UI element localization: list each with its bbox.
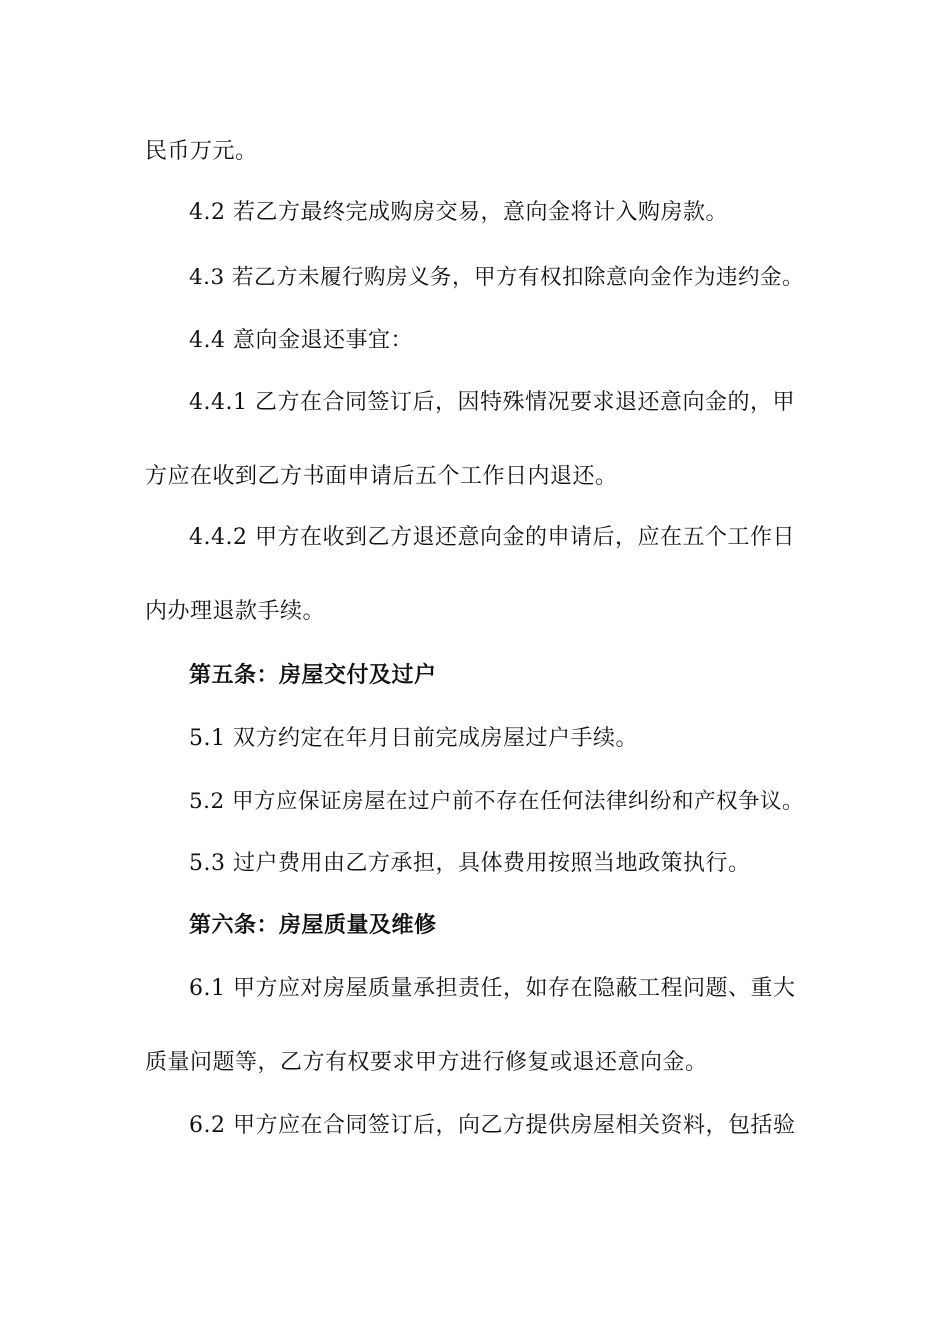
clause-5-1: 5.1 双方约定在年月日前完成房屋过户手续。 xyxy=(189,726,638,751)
clause-4-4-1-continuation: 方应在收到乙方书面申请后五个工作日内退还。 xyxy=(145,464,618,489)
clause-6-1-continuation: 质量问题等，乙方有权要求甲方进行修复或退还意向金。 xyxy=(145,1050,708,1075)
clause-5-2: 5.2 甲方应保证房屋在过户前不存在任何法律纠纷和产权争议。 xyxy=(189,789,805,814)
clause-4-4-1: 4.4.1 乙方在合同签订后，因特殊情况要求退还意向金的，甲 xyxy=(189,390,795,415)
paragraph-continuation: 民币万元。 xyxy=(145,139,258,164)
clause-6-2: 6.2 甲方应在合同签订后，向乙方提供房屋相关资料，包括验 xyxy=(189,1113,796,1138)
clause-4-3: 4.3 若乙方未履行购房义务，甲方有权扣除意向金作为违约金。 xyxy=(189,265,805,290)
article-6-heading: 第六条：房屋质量及维修 xyxy=(189,912,437,938)
clause-4-4-2: 4.4.2 甲方在收到乙方退还意向金的申请后，应在五个工作日 xyxy=(189,525,795,550)
clause-6-1: 6.1 甲方应对房屋质量承担责任，如存在隐蔽工程问题、重大 xyxy=(189,976,796,1001)
clause-4-2: 4.2 若乙方最终完成购房交易，意向金将计入购房款。 xyxy=(189,200,728,225)
clause-4-4-2-continuation: 内办理退款手续。 xyxy=(145,599,326,624)
clause-4-4: 4.4 意向金退还事宜： xyxy=(189,328,413,353)
clause-5-3: 5.3 过户费用由乙方承担，具体费用按照当地政策执行。 xyxy=(189,851,751,876)
article-5-heading: 第五条：房屋交付及过户 xyxy=(189,662,437,688)
